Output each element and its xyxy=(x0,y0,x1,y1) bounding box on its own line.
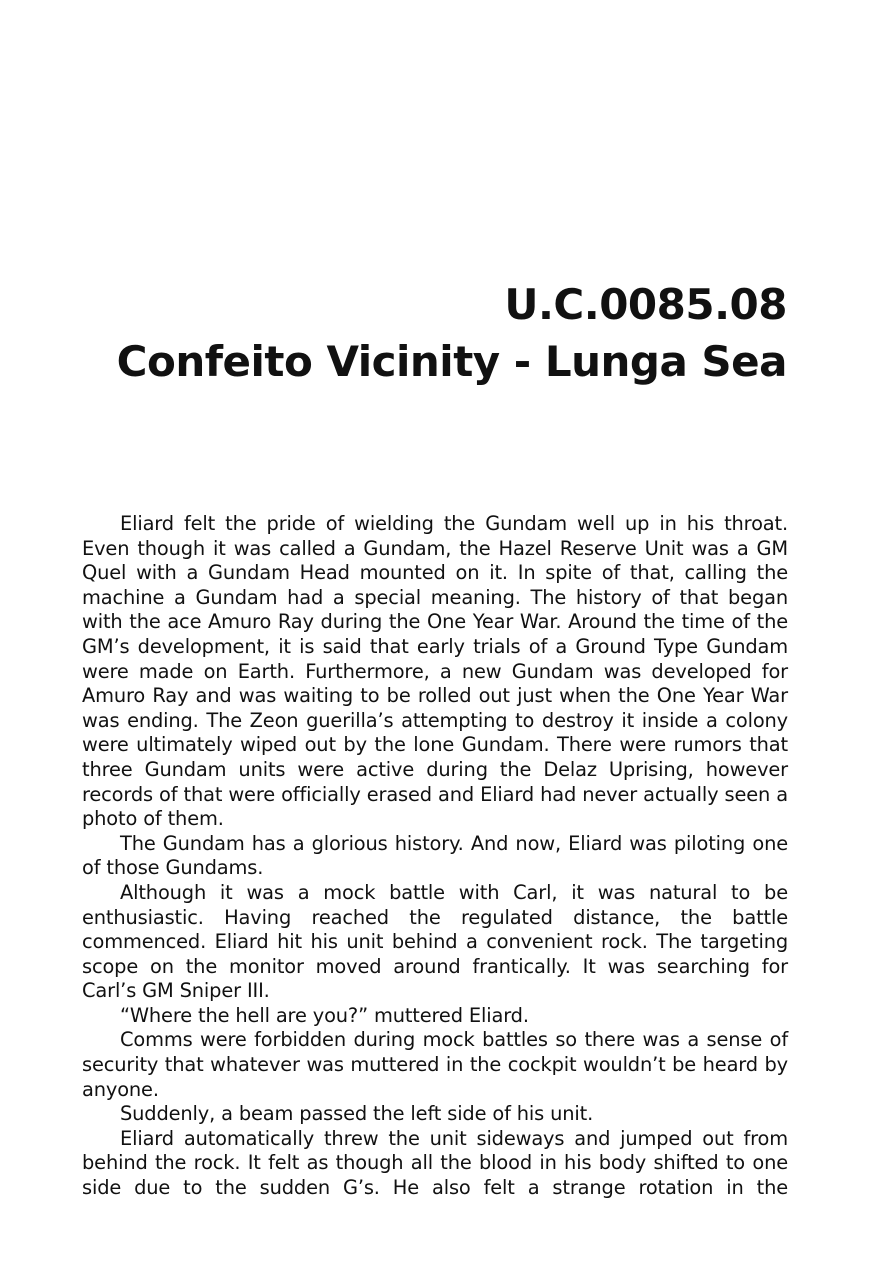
paragraph: Eliard felt the pride of wielding the Gundam well up in his throat. Even though it was called a Gundam, the Hazel Reserve Unit was a GM Quel with a Gundam Head mounted on it. In spite of that, calling the machine a Gundam had a special meaning. The history of that began with the ace Amuro Ray during the One Year War. Around the time of the GM’s development, it is said that early trials of a Ground Type Gundam were made on Earth. Furthermore, a new Gundam was developed for Amuro Ray and was waiting to be rolled out just when the One Year War was ending. The Zeon guerilla’s attempting to destroy it inside a colony were ultimately wiped out by the lone Gundam. There were rumors that three Gundam units were active during the Delaz Uprising, however records of that were officially erased and Eliard had never actually seen a photo of them. xyxy=(82,512,788,831)
paragraph: Comms were forbidden during mock battles so there was a sense of security that whatever was muttered in the cockpit wouldn’t be heard by anyone. xyxy=(82,1028,788,1101)
chapter-location: Confeito Vicinity - Lunga Sea xyxy=(116,337,787,386)
paragraph: Although it was a mock battle with Carl, it was natural to be enthusiastic. Having reached the regulated distance, the battle commenced. Eliard hit his unit behind a convenient rock. The targeting scope on the monitor moved around frantically. It was searching for Carl’s GM Sniper III. xyxy=(82,880,788,1003)
paragraph: Suddenly, a beam passed the left side of his unit. xyxy=(120,1102,594,1126)
chapter-date: U.C.0085.08 xyxy=(504,280,787,329)
paragraph: Eliard automatically threw the unit sideways and jumped out from behind the rock. It felt as though all the blood in his body shifted to one side due to the sudden G’s. He also felt a strange rotation in the xyxy=(82,1126,788,1200)
chapter-heading xyxy=(117,276,787,390)
body-text xyxy=(82,512,788,1201)
paragraph: “Where the hell are you?” muttered Eliard. xyxy=(120,1003,529,1027)
paragraph: The Gundam has a glorious history. And now, Eliard was piloting one of those Gundams. xyxy=(82,831,788,880)
